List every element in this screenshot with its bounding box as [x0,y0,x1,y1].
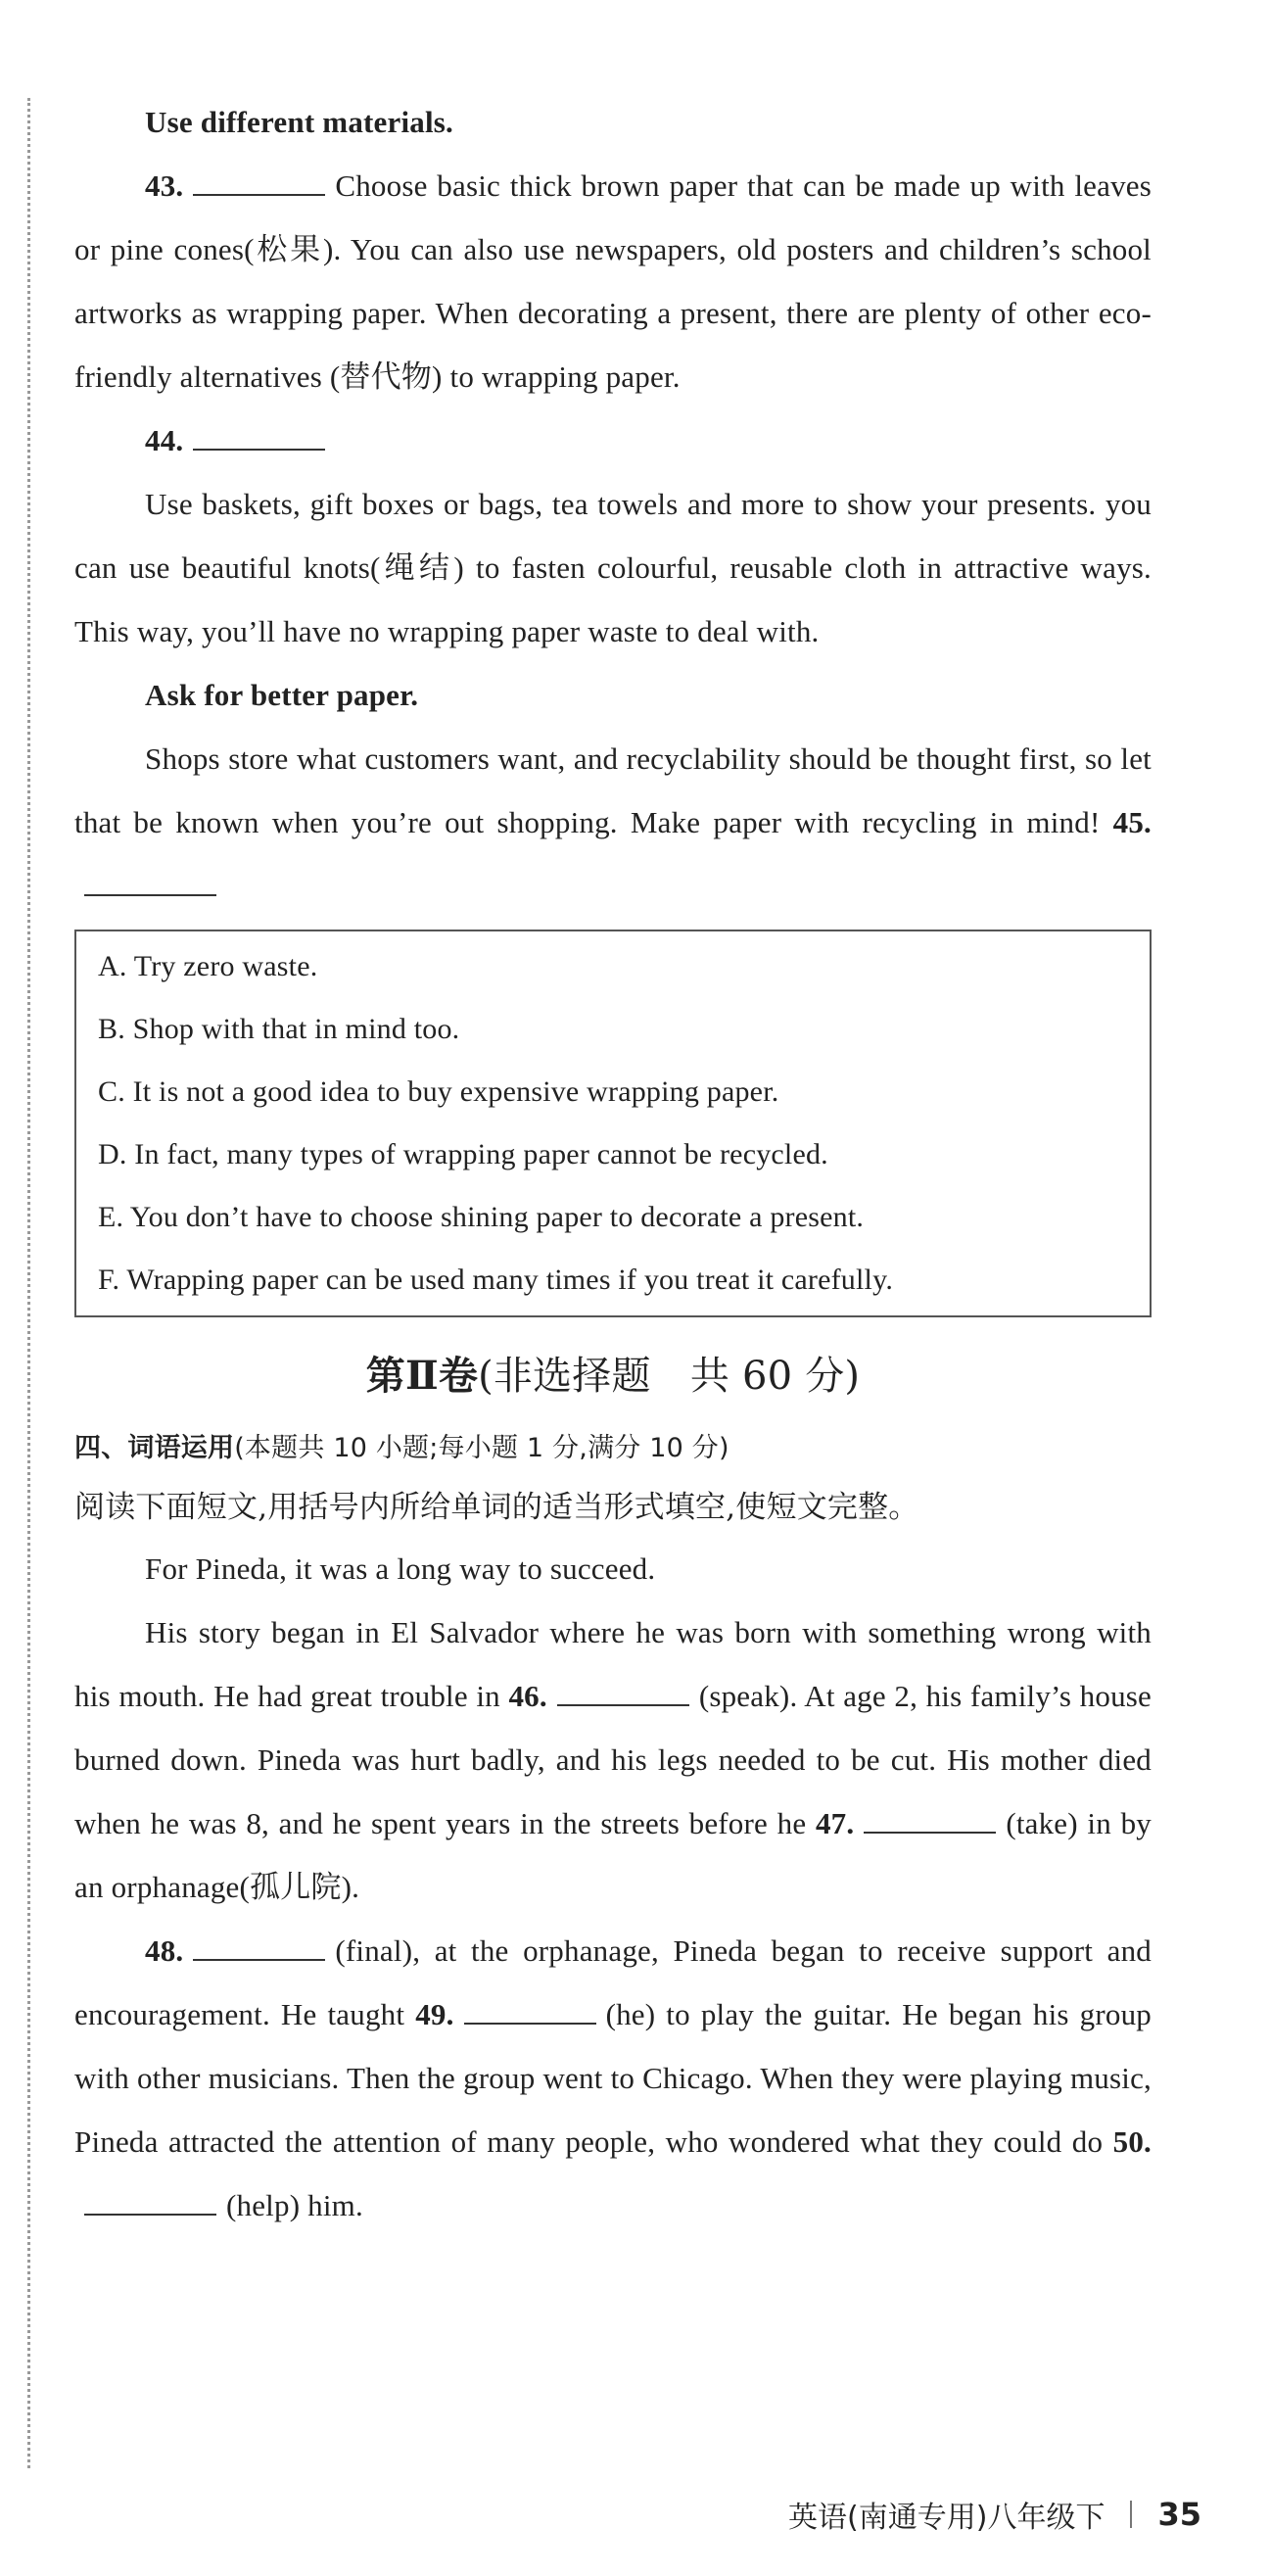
q48-blank[interactable] [193,1935,325,1961]
paragraph-shops [74,727,1152,918]
page-number: 35 [1157,2496,1201,2533]
footer-divider [1130,2501,1132,2528]
story-p3-b: (he) to play the guitar. He began his group with other musicians. Then the group went to Chicago. When they were playing music, Pineda attracted the attention of many people, who wondered what they could do [74,1997,1152,2159]
story-p2-b: (speak). At age 2, his family’s house burned down. Pineda was hurt badly, and his legs needed to be cut. His mother died when he was 8, and he spent years in the streets before he [74,1679,1152,1840]
story-para-2 [74,1600,1152,1919]
question-44-line [74,408,1152,472]
q43-text: Choose basic thick brown paper that can be made up with leaves or pine cones(松果). You can also use newspapers, old posters and children’s school artworks as wrapping paper. When decorating a present, there are plenty of other eco-friendly alternatives (替代物) to wrapping paper. [74,168,1152,394]
part-4-header [74,1419,1152,1478]
q49-number: 49. [415,1997,454,2031]
story-para-3 [74,1919,1152,2237]
heading-better-paper: Ask for better paper. [145,678,419,712]
shops-text: Shops store what customers want, and recyclability should be thought first, so let that be known when you’re out shopping. Make paper with recycling in mind! [74,741,1152,839]
part-4-note: (本题共 10 小题;每小题 1 分,满分 10 分) [234,1433,729,1463]
footer-book-title: 英语(南通专用)八年级下 [788,2501,1105,2535]
options-box [74,930,1152,1317]
question-43-paragraph [74,154,1152,408]
q50-blank[interactable] [84,2190,216,2216]
story-p2-c: (take) in by an orphanage(孤儿院). [74,1806,1152,1904]
option-f[interactable]: F. Wrapping paper can be used many times if you treat it carefully. [98,1264,894,1296]
section-2-subtitle: (非选择题 共 60 分) [478,1354,861,1399]
q50-number: 50. [1112,2124,1152,2159]
q43-blank[interactable] [193,170,325,196]
section-2-label: 第Ⅱ卷 [365,1353,479,1399]
heading-use-materials: Use different materials. [145,105,453,139]
story-para-1: For Pineda, it was a long way to succeed. [145,1551,656,1586]
q49-blank[interactable] [464,1999,596,2025]
q43-number: 43. [145,168,184,203]
story-p2-a: His story began in El Salvador where he was born with something wrong with his mouth. He had great trouble in [74,1615,1152,1713]
option-b[interactable]: B. Shop with that in mind too. [98,1013,460,1045]
option-d[interactable]: D. In fact, many types of wrapping paper cannot be recycled. [98,1138,828,1170]
binding-margin-line [27,98,30,2468]
q44-number: 44. [145,423,184,457]
page-content [74,90,1152,2237]
option-e[interactable]: E. You don’t have to choose shining paper to decorate a present. [98,1201,865,1233]
q46-number: 46. [508,1679,547,1713]
story-p3-a: (final), at the orphanage, Pineda began to receive support and encouragement. He taught [74,1933,1152,2031]
q48-number: 48. [145,1933,184,1968]
q47-blank[interactable] [864,1808,996,1834]
q45-blank[interactable] [84,871,216,896]
page-footer [788,2493,1201,2536]
q44-blank[interactable] [193,425,325,451]
q47-number: 47. [815,1806,855,1840]
q46-blank[interactable] [557,1681,689,1706]
option-a[interactable]: A. Try zero waste. [98,950,318,982]
part-4-label: 四、词语运用 [74,1433,235,1463]
section-2-title [74,1347,1152,1406]
paragraph-baskets: Use baskets, gift boxes or bags, tea towels and more to show your presents. you can use beautiful knots(绳结) to fasten colourful, reusable cloth in attractive ways. This way, you’ll have no wrapping paper waste to deal with. [74,487,1152,648]
story-p3-c: (help) him. [226,2188,363,2222]
option-c[interactable]: C. It is not a good idea to buy expensive wrapping paper. [98,1075,779,1108]
part-4-instruction: 阅读下面短文,用括号内所给单词的适当形式填空,使短文完整。 [74,1490,919,1525]
q45-number: 45. [1112,805,1152,839]
